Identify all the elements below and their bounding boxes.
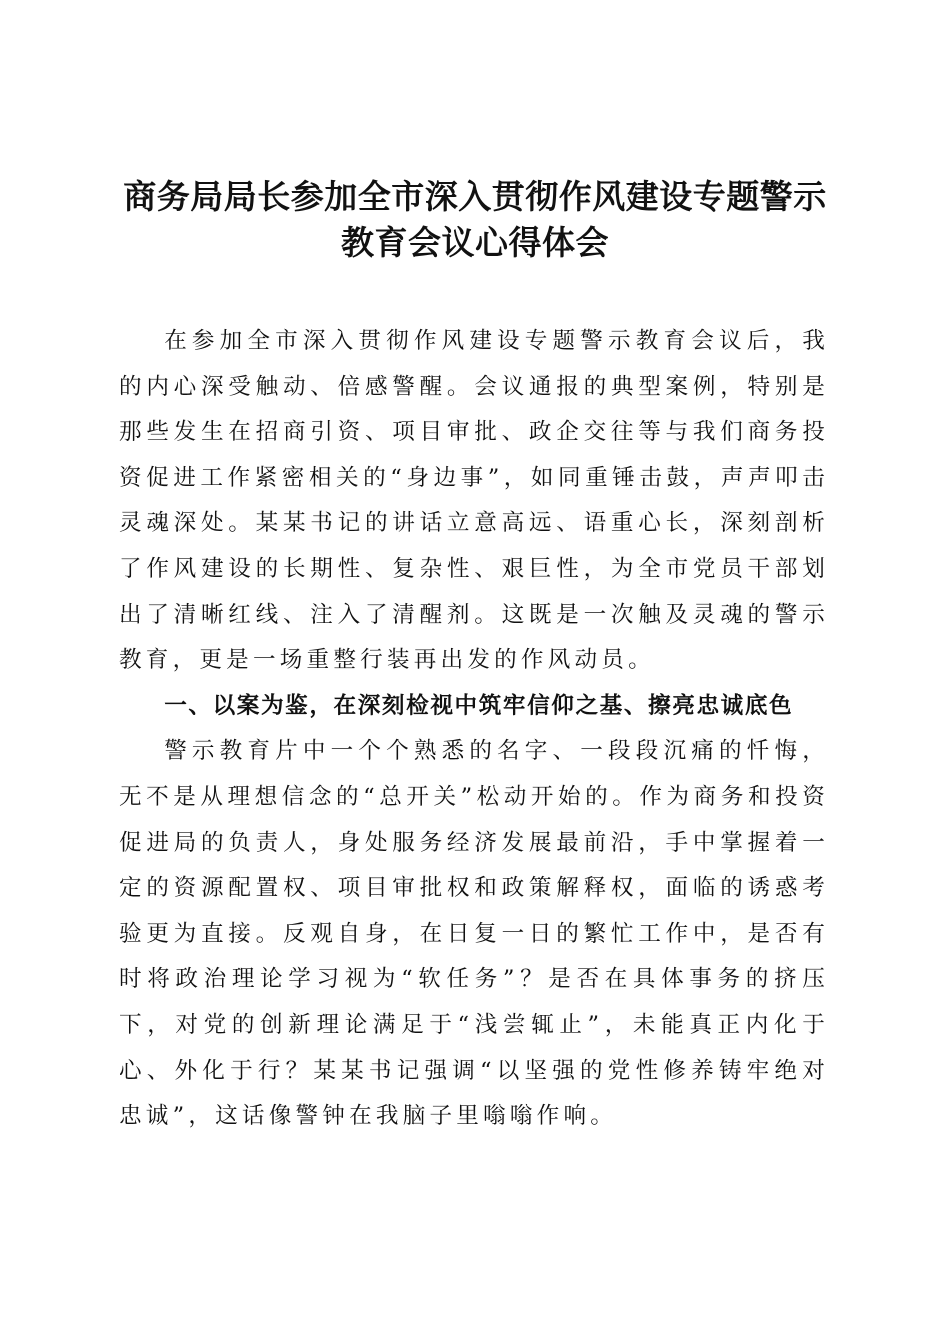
document-body bbox=[119, 319, 829, 1140]
section-heading: 一、以案为鉴，在深刻检视中筑牢信仰之基、擦亮忠诚底色 bbox=[164, 692, 794, 719]
section-paragraph: 警示教育片中一个个熟悉的名字、一段段沉痛的忏悔，无不是从理想信念的“总开关”松动开始的。作为商务和投资促进局的负责人，身处服务经济发展最前沿，手中掌握着一定的资源配置权、项目审批权和政策解释权，面临的诱惑考验更为直接。反观自身，在日复一日的繁忙工作中，是否有时将政治理论学习视为“软任务”？是否在具体事务的挤压下，对党的创新理论满足于“浅尝辄止”，未能真正内化于心、外化于行？某某书记强调“以坚强的党性修养铸牢绝对忠诚”，这话像警钟在我脑子里嗡嗡作响。 bbox=[119, 738, 829, 1130]
document-title: 商务局局长参加全市深入贯彻作风建设专题警示教育会议心得体会 bbox=[123, 177, 827, 262]
intro-paragraph: 在参加全市深入贯彻作风建设专题警示教育会议后，我的内心深受触动、倍感警醒。会议通报的典型案例，特别是那些发生在招商引资、项目审批、政企交往等与我们商务投资促进工作紧密相关的“身边事”，如同重锤击鼓，声声叩击灵魂深处。某某书记的讲话立意高远、语重心长，深刻剖析了作风建设的长期性、复杂性、艰巨性，为全市党员干部划出了清晰红线、注入了清醒剂。这既是一次触及灵魂的警示教育，更是一场重整行装再出发的作风动员。 bbox=[119, 328, 829, 674]
